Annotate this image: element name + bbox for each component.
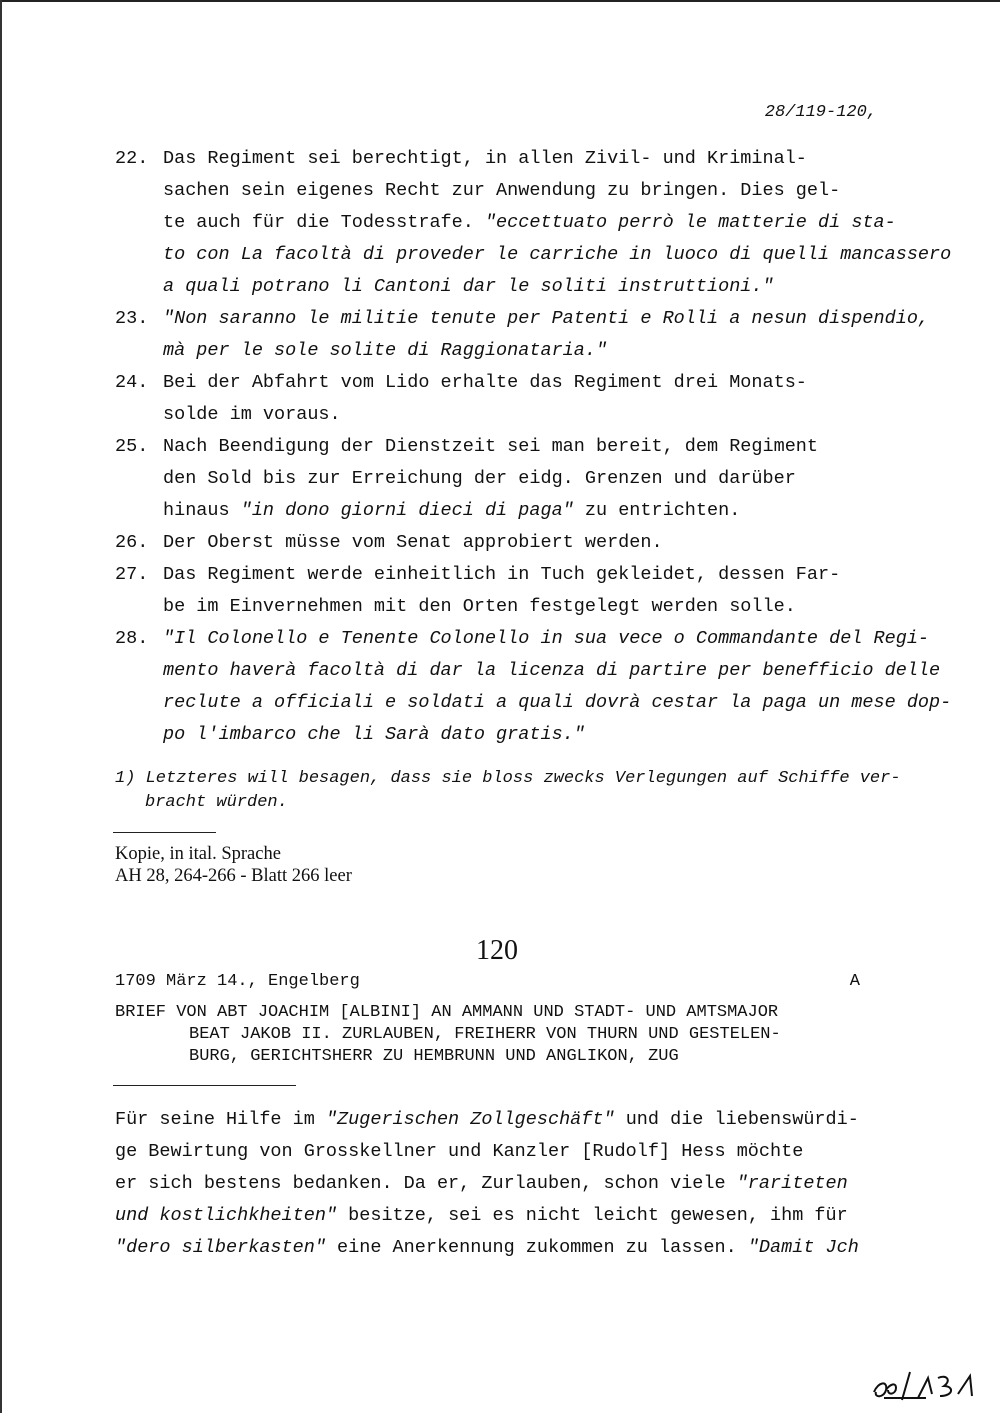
scan-edge-left [0,0,2,1413]
item-number: 25. [115,436,149,457]
handwritten-page-number [866,1364,986,1404]
dateline [115,970,860,994]
text-run: und die liebenswürdi- [614,1109,859,1130]
quoted-source-text: "rariteten [736,1173,848,1194]
text-line [163,527,903,559]
source-line: Kopie, in ital. Sprache [115,844,281,864]
text-run: Für seine Hilfe im [115,1109,326,1130]
text-run: Der Oberst müsse vom Senat approbiert werden. [163,532,663,553]
source-line: AH 28, 264-266 - Blatt 266 leer [115,866,352,886]
text-run: be im Einvernehmen mit den Orten festgelegt werden solle. [163,596,796,617]
text-line [163,559,903,591]
item-number: 23. [115,308,149,329]
item-number: 28. [115,628,149,649]
quoted-source-text: "Non saranno le militie tenute per Patenti e Rolli a nesun dispendio, [163,308,930,329]
quoted-source-text: und kostlichkheiten" [115,1205,338,1226]
text-line [115,1104,905,1136]
quoted-source-text: "Il Colonello e Tenente Colonello in sua vece o Commandante del Regi- [163,628,930,649]
document-number: 120 [476,935,518,966]
text-line [115,1200,905,1232]
text-run: besitze, sei es nicht leicht gewesen, ihm für [337,1205,848,1226]
title-line: BRIEF VON ABT JOACHIM [ALBINI] AN AMMANN UND STADT- UND AMTSMAJOR [115,1003,779,1022]
item-number: 26. [115,532,149,553]
text-run: Das Regiment sei berechtigt, in allen Zivil- und Kriminal- [163,148,807,169]
footnote-line: 1) Letzteres will besagen, dass sie bloss zwecks Verlegungen auf Schiffe ver- [115,769,901,788]
text-run: hinaus [163,500,241,521]
quoted-source-text: po l'imbarco che li Sarà dato gratis." [163,724,585,745]
text-line [163,207,903,239]
text-run: Nach Beendigung der Dienstzeit sei man bereit, dem Regiment [163,436,819,457]
text-line [163,591,903,623]
quoted-source-text: reclute a officiali e soldati a quali dovrà cestar la paga un mese dop- [163,692,952,713]
text-line [163,655,941,687]
item-number: 24. [115,372,149,393]
quoted-source-text: "Zugerischen Zollgeschäft" [325,1109,615,1130]
document-title [115,1002,895,1068]
text-line [163,431,903,463]
text-run: eine Anerkennung zukommen zu lassen. [325,1237,748,1258]
category-letter: A [849,972,860,991]
text-line [163,367,903,399]
text-line [163,399,903,431]
text-line [163,335,903,367]
item-text [163,367,903,431]
text-line [163,687,952,719]
quoted-source-text: to con La facoltà di proveder le carriche in luoco di quelli mancassero [163,244,952,265]
text-run: sachen sein eigenes Recht zur Anwendung zu bringen. Dies gel- [163,180,841,201]
text-run: te auch für die Todesstrafe. [163,212,485,233]
quoted-source-text: "dero silberkasten" [115,1237,326,1258]
separator-rule [113,1085,296,1086]
item-text [163,623,952,751]
item-text [163,527,903,559]
text-run: solde im voraus. [163,404,341,425]
text-line [163,303,930,335]
text-run: den Sold bis zur Erreichung der eidg. Grenzen und darüber [163,468,796,489]
quoted-source-text: "eccettuato perrò le matterie di sta- [484,212,896,233]
text-line [163,175,903,207]
quoted-source-text: a quali potrano li Cantoni dar le soliti instruttioni." [163,276,774,297]
scan-edge-top [0,0,1000,2]
text-run: zu entrichten. [573,500,741,521]
quoted-source-text: mà per le sole solite di Raggionataria." [163,340,608,361]
item-number: 27. [115,564,149,585]
item-number: 22. [115,148,149,169]
text-line [115,1168,905,1200]
text-line [163,463,903,495]
item-text [163,303,930,367]
text-run: er sich bestens bedanken. Da er, Zurlauben, schon viele [115,1173,737,1194]
text-line [163,271,903,303]
text-line [163,623,930,655]
date-place: 1709 März 14., Engelberg [115,972,360,991]
title-line: BURG, GERICHTSHERR ZU HEMBRUNN UND ANGLIKON, ZUG [189,1047,679,1066]
page-reference: 28/119-120, [764,103,877,122]
text-line [115,1232,905,1264]
text-line [163,719,903,751]
text-run: Bei der Abfahrt vom Lido erhalte das Regiment drei Monats- [163,372,807,393]
quoted-source-text: mento haverà facoltà di dar la licenza di partire per benefficio delle [163,660,941,681]
quoted-source-text: "Damit Jch [747,1237,859,1258]
regest-text [115,1104,905,1264]
text-line [115,1136,905,1168]
footnote-line: bracht würden. [145,793,288,812]
text-run: Das Regiment werde einheitlich in Tuch gekleidet, dessen Far- [163,564,841,585]
quoted-source-text: "in dono giorni dieci di paga" [240,500,574,521]
text-run: ge Bewirtung von Grosskellner und Kanzler [Rudolf] Hess möchte [115,1141,804,1162]
text-line [163,143,903,175]
item-text [163,143,952,303]
title-line: BEAT JAKOB II. ZURLAUBEN, FREIHERR VON THURN UND GESTELEN- [189,1025,781,1044]
item-text [163,559,903,623]
footnote [115,767,901,815]
source-note [115,843,352,887]
text-line [163,239,952,271]
separator-rule [113,832,216,833]
item-text [163,431,903,527]
text-line [163,495,903,527]
